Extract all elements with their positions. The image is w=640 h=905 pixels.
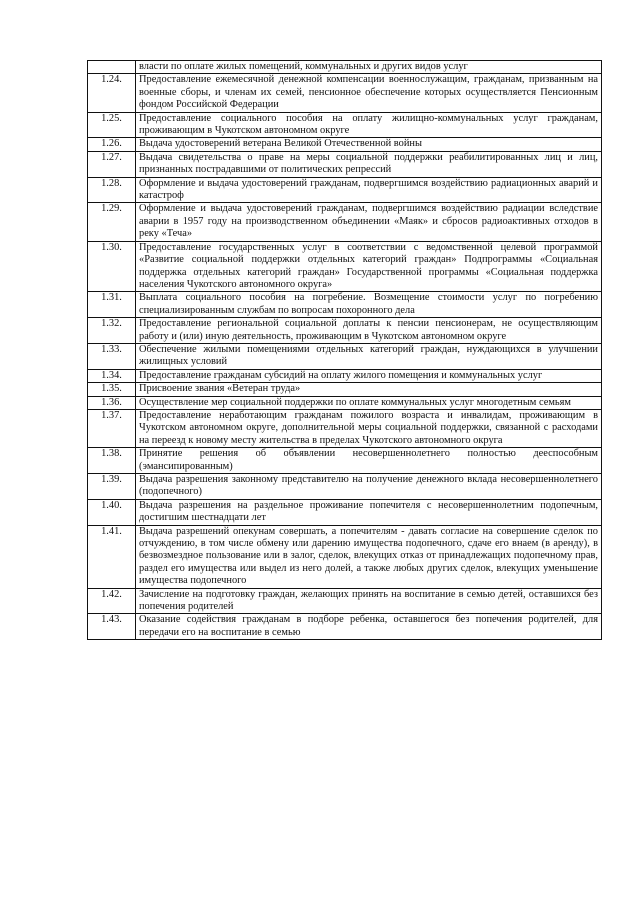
row-number xyxy=(88,61,136,74)
table-row xyxy=(88,409,602,447)
service-description: Зачисление на подготовку граждан, желающих принять на воспитание в семью детей, оставшихся без попечения родителей xyxy=(136,588,602,614)
service-description: Предоставление неработающим гражданам пожилого возраста и инвалидам, проживающим в Чукотском автономном округе, дополнительной меры социальной поддержки, связанной с расходами на переезд к новому месту жительства в пределах Чукотского автономного округа xyxy=(136,409,602,447)
service-description: Предоставление ежемесячной денежной компенсации военнослужащим, гражданам, призванным на военные сборы, и членам их семей, пенсионное обеспечение которых осуществляется Пенсионным фондом Российской Федерации xyxy=(136,74,602,112)
table-row xyxy=(88,499,602,525)
service-description: Выдача разрешения законному представителю на получение денежного вклада несовершеннолетнего (подопечного) xyxy=(136,474,602,500)
table-row xyxy=(88,614,602,640)
row-number: 1.26. xyxy=(88,138,136,151)
service-description: Присвоение звания «Ветеран труда» xyxy=(136,383,602,396)
service-description: Оказание содействия гражданам в подборе ребенка, оставшегося без попечения родителей, для передачи его на воспитание в семью xyxy=(136,614,602,640)
row-number: 1.41. xyxy=(88,525,136,588)
row-number: 1.32. xyxy=(88,318,136,344)
table-row xyxy=(88,396,602,409)
table-row xyxy=(88,369,602,382)
row-number: 1.37. xyxy=(88,409,136,447)
service-description: Выдача разрешений опекунам совершать, а попечителям - давать согласие на совершение сделок по отчуждению, в том числе обмену или дарению имущества подопечного, сдаче его внаем (в аренду), в безвозмездное пользование или в залог, сделок, влекущих отказ от принадлежащих подопечному прав, раздел его имущества или выдел из него долей, а также любых других сделок, влекущих уменьшение имущества подопечного xyxy=(136,525,602,588)
row-number: 1.31. xyxy=(88,292,136,318)
row-number: 1.28. xyxy=(88,177,136,203)
table-row xyxy=(88,448,602,474)
table-row xyxy=(88,474,602,500)
row-number: 1.30. xyxy=(88,241,136,292)
service-description: Оформление и выдача удостоверений гражданам, подвергшимся воздействию радиационных аварий и катастроф xyxy=(136,177,602,203)
row-number: 1.34. xyxy=(88,369,136,382)
table-row xyxy=(88,318,602,344)
service-description: власти по оплате жилых помещений, коммунальных и других видов услуг xyxy=(136,61,602,74)
service-description: Предоставление государственных услуг в соответствии с ведомственной целевой программой «Развитие социальной поддержки отдельных категорий граждан» Подпрограммы «Социальная поддержка отдельных категорий граждан» Государственной программы «Социальная поддержка населения Чукотского автономного округа» xyxy=(136,241,602,292)
row-number: 1.38. xyxy=(88,448,136,474)
table-row xyxy=(88,203,602,241)
row-number: 1.25. xyxy=(88,112,136,138)
row-number: 1.27. xyxy=(88,151,136,177)
table-row xyxy=(88,112,602,138)
service-description: Выдача удостоверений ветерана Великой Отечественной войны xyxy=(136,138,602,151)
row-number: 1.36. xyxy=(88,396,136,409)
row-number: 1.43. xyxy=(88,614,136,640)
table-row xyxy=(88,74,602,112)
table-row xyxy=(88,343,602,369)
table-row xyxy=(88,151,602,177)
row-number: 1.29. xyxy=(88,203,136,241)
service-description: Осуществление мер социальной поддержки по оплате коммунальных услуг многодетным семьям xyxy=(136,396,602,409)
table-row xyxy=(88,383,602,396)
table-row xyxy=(88,241,602,292)
service-description: Выплата социального пособия на погребение. Возмещение стоимости услуг по погребению специализированным службам по вопросам похоронного дела xyxy=(136,292,602,318)
row-number: 1.39. xyxy=(88,474,136,500)
row-number: 1.42. xyxy=(88,588,136,614)
service-description: Выдача разрешения на раздельное проживание попечителя с несовершеннолетним подопечным, достигшим шестнадцати лет xyxy=(136,499,602,525)
service-description: Принятие решения об объявлении несовершеннолетнего полностью дееспособным (эмансипированным) xyxy=(136,448,602,474)
service-description: Обеспечение жилыми помещениями отдельных категорий граждан, нуждающихся в улучшении жилищных условий xyxy=(136,343,602,369)
table-row xyxy=(88,292,602,318)
table-row xyxy=(88,61,602,74)
table-row xyxy=(88,525,602,588)
table-row xyxy=(88,138,602,151)
table-row xyxy=(88,177,602,203)
service-description: Предоставление гражданам субсидий на оплату жилого помещения и коммунальных услуг xyxy=(136,369,602,382)
service-description: Предоставление социального пособия на оплату жилищно-коммунальных услуг гражданам, проживающим в Чукотском автономном округе xyxy=(136,112,602,138)
services-table xyxy=(87,60,602,640)
service-description: Предоставление региональной социальной доплаты к пенсии пенсионерам, не осуществляющим работу и (или) иную деятельность, проживающим в Чукотском автономном округе xyxy=(136,318,602,344)
row-number: 1.40. xyxy=(88,499,136,525)
service-description: Выдача свидетельства о праве на меры социальной поддержки реабилитированных лиц и лиц, признанных пострадавшими от политических репрессий xyxy=(136,151,602,177)
row-number: 1.33. xyxy=(88,343,136,369)
row-number: 1.35. xyxy=(88,383,136,396)
table-row xyxy=(88,588,602,614)
service-description: Оформление и выдача удостоверений гражданам, подвергшимся воздействию радиации вследствие аварии в 1957 году на производственном объединении «Маяк» и сбросов радиоактивных отходов в реку «Теча» xyxy=(136,203,602,241)
row-number: 1.24. xyxy=(88,74,136,112)
